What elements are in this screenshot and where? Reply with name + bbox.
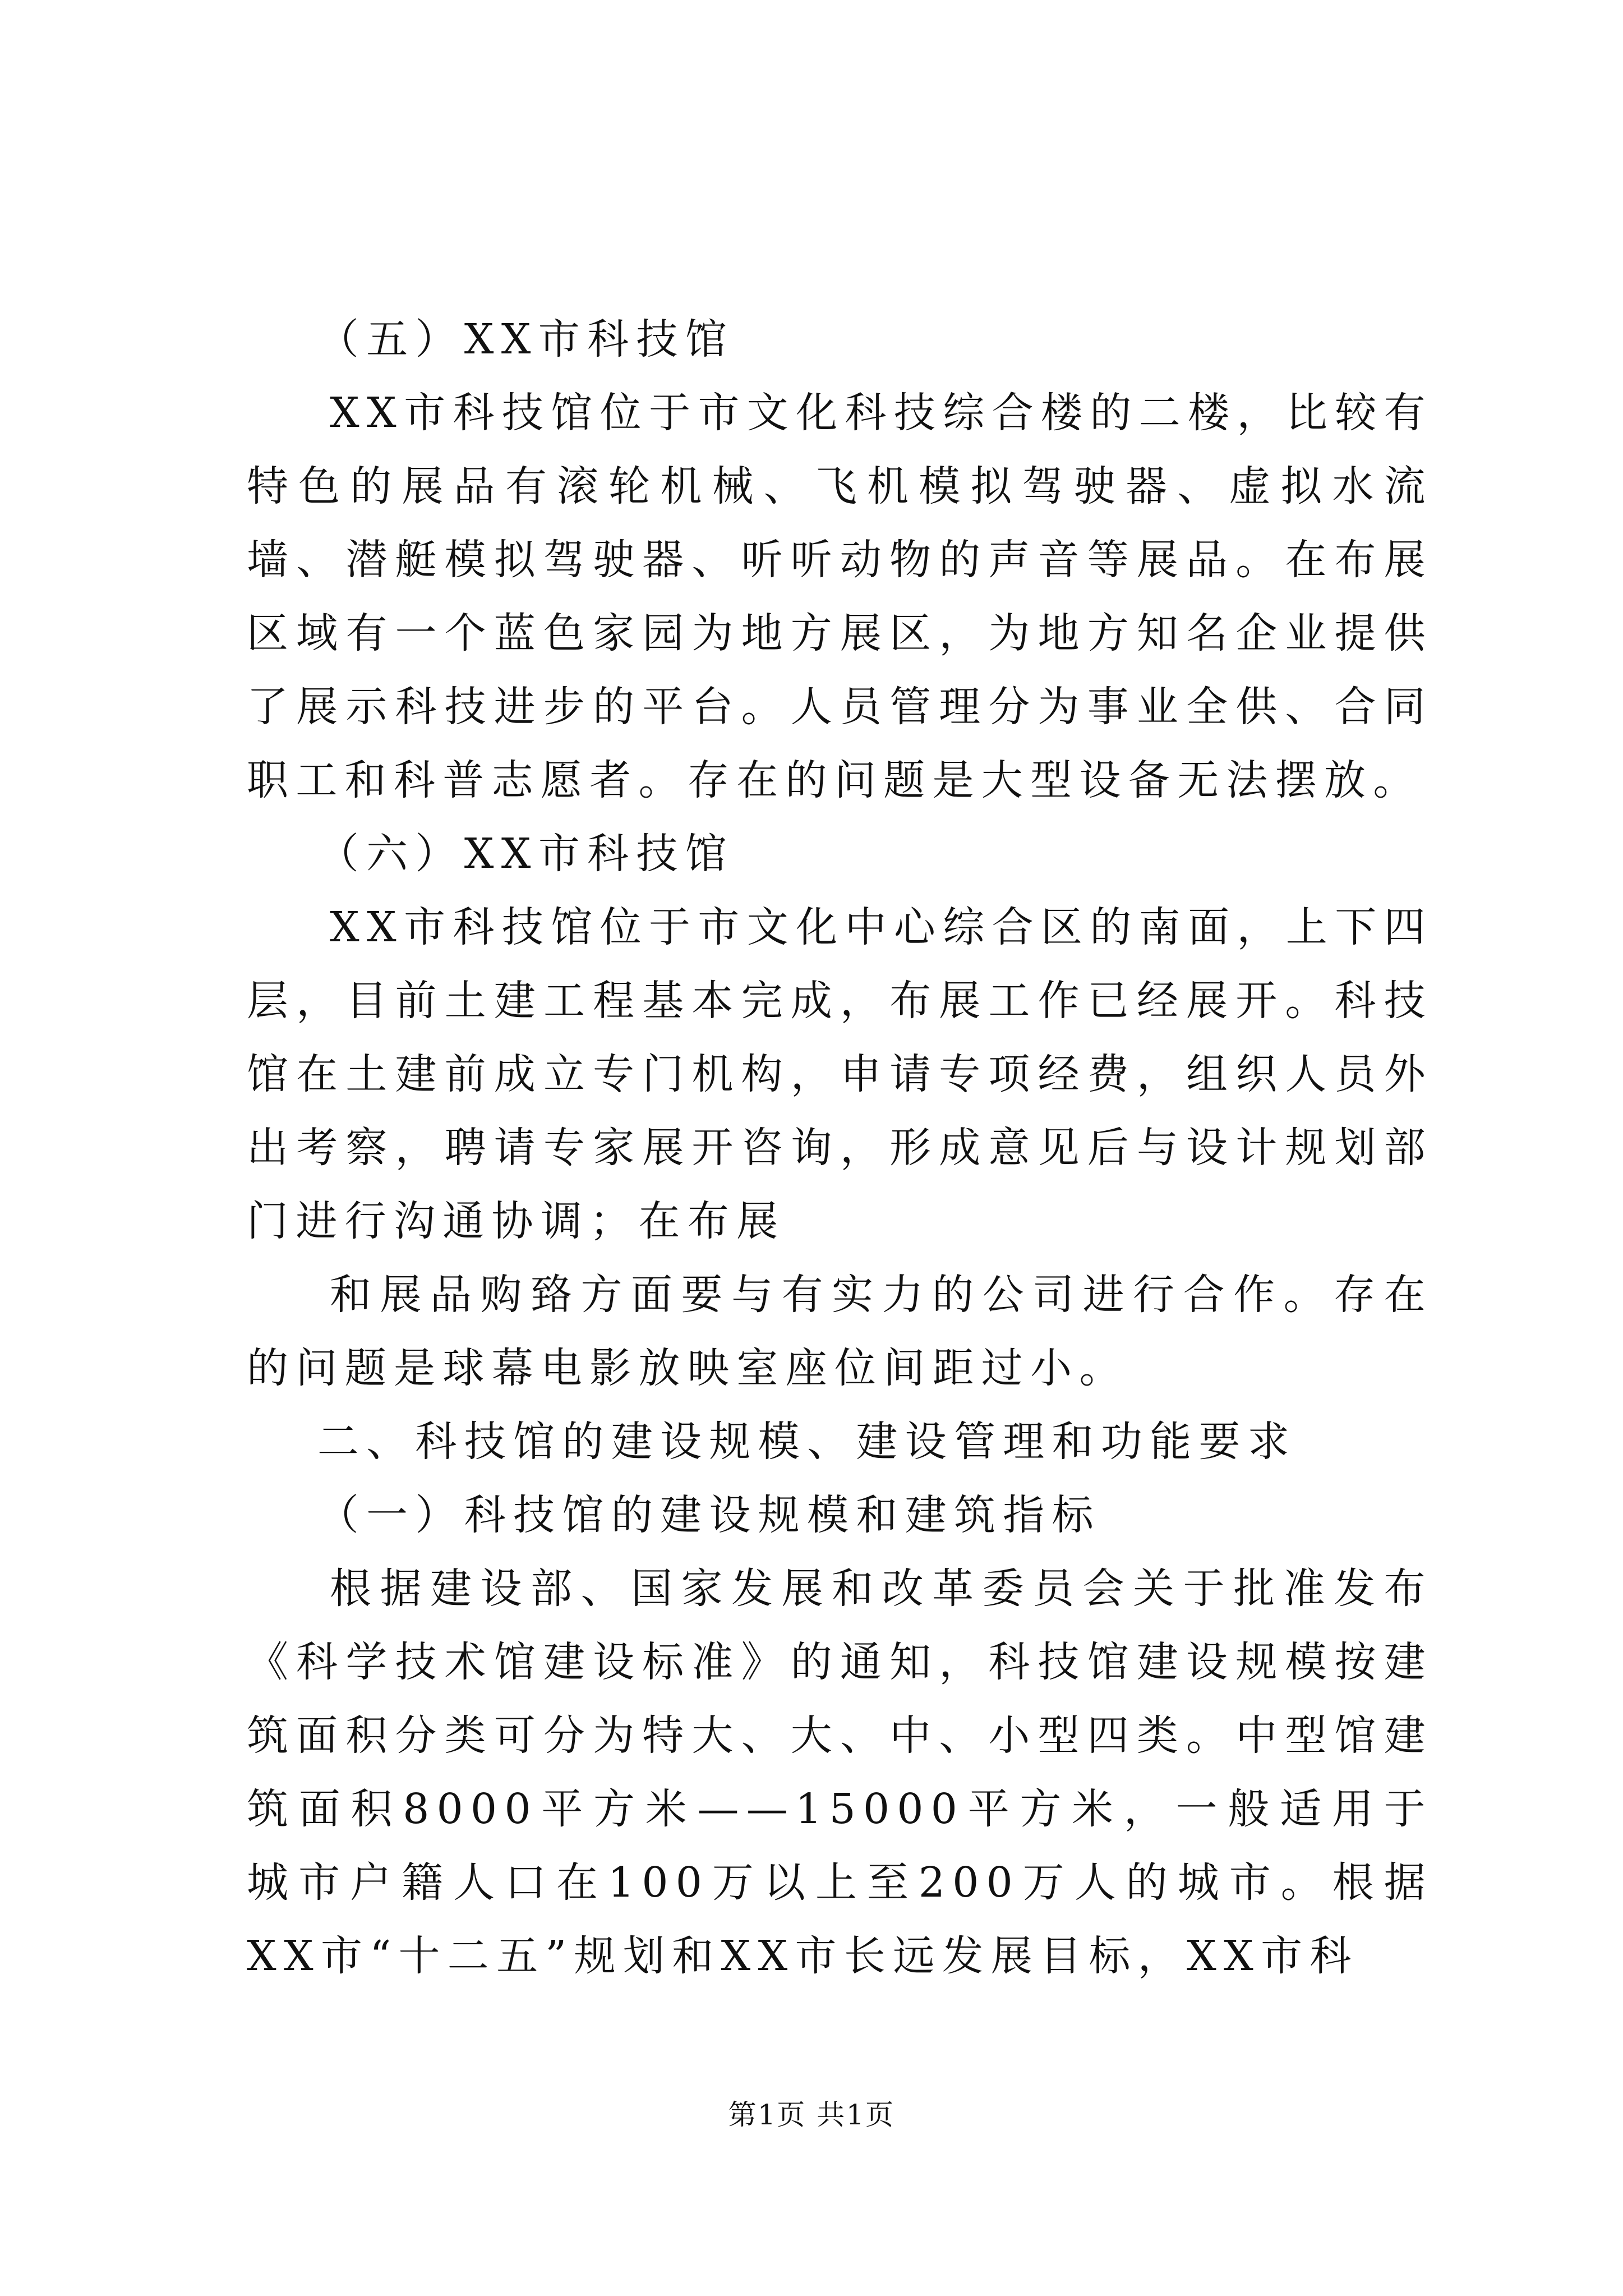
section-heading-5: （五）XX市科技馆 xyxy=(317,315,735,364)
paragraph-museum-6-continued: 和展品购臵方面要与有实力的公司进行合作。存在的问题是球幕电影放映室座位间距过小。 xyxy=(247,1271,1433,1392)
page-footer: 第1页 共1页 xyxy=(728,2099,895,2131)
subsection-heading-1: （一）科技馆的建设规模和建筑指标 xyxy=(317,1491,1101,1539)
section-heading-6: （六）XX市科技馆 xyxy=(317,830,735,878)
chapter-heading-2: 二、科技馆的建设规模、建设管理和功能要求 xyxy=(317,1418,1297,1466)
paragraph-museum-5: XX市科技馆位于市文化科技综合楼的二楼，比较有特色的展品有滚轮机械、飞机模拟驾驶器、虚拟水流墙、潜艇模拟驾驶器、听听动物的声音等展品。在布展区域有一个蓝色家园为地方展区，为地方知名企业提供了展示科技进步的平台。人员管理分为事业全供、合同职工和科普志愿者。存在的问题是大型设备无法摆放。 xyxy=(247,389,1433,804)
paragraph-museum-6: XX市科技馆位于市文化中心综合区的南面，上下四层，目前土建工程基本完成，布展工作已经展开。科技馆在土建前成立专门机构，申请专项经费，组织人员外出考察，聘请专家展开咨询，形成意见后与设计规划部门进行沟通协调；在布展 xyxy=(247,903,1433,1245)
document-body xyxy=(247,303,1433,1993)
paragraph-scale-standards: 根据建设部、国家发展和改革委员会关于批准发布《科学技术馆建设标准》的通知，科技馆建设规模按建筑面积分类可分为特大、大、中、小型四类。中型馆建筑面积8000平方米——15000平方米，一般适用于城市户籍人口在100万以上至200万人的城市。根据XX市“十二五”规划和XX市长远发展目标，XX市科 xyxy=(247,1565,1433,1980)
